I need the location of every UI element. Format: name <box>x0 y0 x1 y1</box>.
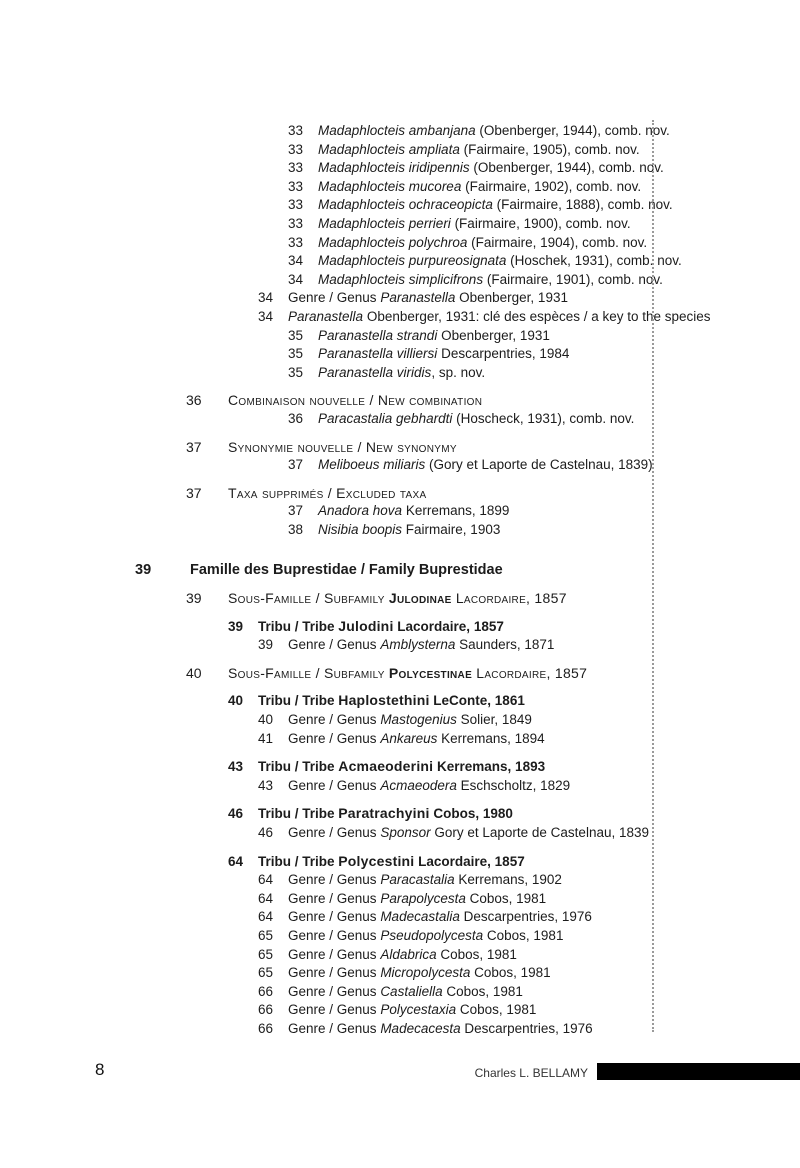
toc-entry <box>0 890 655 909</box>
toc-entry-page-number: 40 <box>258 712 274 728</box>
toc-entry-text: Genre / Genus Acmaeodera Eschscholtz, 1829 <box>288 777 571 793</box>
toc-entry-text: Paranastella viridis, sp. nov. <box>318 364 486 380</box>
toc-entry <box>0 1020 655 1039</box>
page-number: 8 <box>95 1060 105 1079</box>
toc-entry-page-number: 34 <box>258 308 274 324</box>
toc-entry-text: Combinaison nouvelle / New combination <box>228 392 483 409</box>
toc-entry-page-number: 65 <box>258 927 274 943</box>
toc-entry-text: Synonymie nouvelle / New synonymy <box>228 438 457 455</box>
toc-entry-page-number: 64 <box>258 890 274 906</box>
toc-entry-page-number: 35 <box>288 346 304 362</box>
toc-entry-page-number: 40 <box>186 664 202 681</box>
toc-entry-page-number: 40 <box>228 693 244 709</box>
toc-entry-page-number: 37 <box>288 457 304 473</box>
toc-entry-text: Taxa supprimés / Excluded taxa <box>228 484 427 501</box>
toc-entry <box>0 456 655 475</box>
toc-entry-page-number: 65 <box>258 965 274 981</box>
toc-entry-text: Genre / Genus Aldabrica Cobos, 1981 <box>288 946 517 962</box>
toc-entry-page-number: 33 <box>288 123 304 138</box>
toc-entry <box>0 871 655 890</box>
toc-entry-page-number: 64 <box>258 909 274 925</box>
toc-entry-page-number: 46 <box>228 806 244 822</box>
toc-entry-text: Tribu / Tribe Acmaeoderini Kerremans, 1893 <box>258 758 546 775</box>
toc-entry-text: Paracastalia gebhardti (Hoscheck, 1931), comb. nov. <box>318 410 635 426</box>
toc-entry-text: Genre / Genus Parapolycesta Cobos, 1981 <box>288 890 547 906</box>
toc-entry <box>0 777 655 796</box>
toc-entry-text: Genre / Genus Paracastalia Kerremans, 1902 <box>288 872 562 888</box>
toc <box>0 122 711 1039</box>
toc-entry <box>0 484 655 503</box>
toc-entry-page-number: 39 <box>228 618 244 634</box>
toc-entry-page-number: 35 <box>288 364 304 380</box>
toc-entry-page-number: 66 <box>258 1020 274 1036</box>
toc-entry <box>0 691 655 711</box>
toc-entry <box>0 234 655 253</box>
toc-entry <box>0 561 655 580</box>
toc-entry <box>0 964 655 983</box>
toc-entry-page-number: 36 <box>186 392 202 409</box>
toc-entry <box>0 141 655 160</box>
toc-entry <box>0 636 655 655</box>
toc-entry <box>0 122 670 141</box>
dotted-divider <box>652 120 654 1032</box>
toc-entry <box>0 215 655 234</box>
toc-entry-text: Madaphlocteis purpureosignata (Hoschek, 1931), comb. nov. <box>318 253 682 269</box>
toc-entry <box>0 927 655 946</box>
toc-entry-page-number: 33 <box>288 160 304 176</box>
toc-entry <box>0 757 655 777</box>
toc-entry-text: Genre / Genus Ankareus Kerremans, 1894 <box>288 730 545 746</box>
toc-entry <box>0 289 655 308</box>
toc-entry-page-number: 66 <box>258 983 274 999</box>
toc-entry-text: Tribu / Tribe Polycestini Lacordaire, 1857 <box>258 852 525 869</box>
toc-entry-text: Madaphlocteis ampliata (Fairmaire, 1905), comb. nov. <box>318 141 640 157</box>
toc-entry-text: Genre / Genus Amblysterna Saunders, 1871 <box>288 637 555 653</box>
toc-entry-page-number: 33 <box>288 141 304 157</box>
toc-entry-page-number: 33 <box>288 197 304 213</box>
toc-entry-page-number: 39 <box>258 637 274 653</box>
toc-entry-page-number: 65 <box>258 946 274 962</box>
toc-entry-text: Meliboeus miliaris (Gory et Laporte de Castelnau, 1839) <box>318 457 653 473</box>
toc-entry-page-number: 33 <box>288 234 304 250</box>
toc-entry-text: Madaphlocteis mucorea (Fairmaire, 1902), comb. nov. <box>318 178 642 194</box>
toc-entry-text: Genre / Genus Pseudopolycesta Cobos, 1981 <box>288 927 564 943</box>
toc-entry <box>0 983 655 1002</box>
toc-entry <box>0 946 655 965</box>
toc-entry-text: Genre / Genus Polycestaxia Cobos, 1981 <box>288 1002 537 1018</box>
toc-entry-page-number: 41 <box>258 730 274 746</box>
toc-entry <box>0 1001 655 1020</box>
toc-entry <box>0 730 655 749</box>
toc-entry <box>0 824 655 843</box>
toc-entry-text: Madaphlocteis perrieri (Fairmaire, 1900), comb. nov. <box>318 215 631 231</box>
footer-author: Charles L. BELLAMY <box>474 1066 588 1080</box>
toc-entry-page-number: 43 <box>258 777 274 793</box>
toc-entry-page-number: 34 <box>288 271 304 287</box>
toc-entry <box>0 196 673 215</box>
toc-entry-text: Genre / Genus Mastogenius Solier, 1849 <box>288 712 532 728</box>
toc-entry-page-number: 64 <box>228 853 244 869</box>
toc-entry-text: Madaphlocteis simplicifrons (Fairmaire, 1901), comb. nov. <box>318 271 663 287</box>
toc-entry-page-number: 35 <box>288 327 304 343</box>
toc-entry-page-number: 39 <box>135 562 152 579</box>
toc-entry-text: Genre / Genus Micropolycesta Cobos, 1981 <box>288 965 551 981</box>
toc-entry-text: Madaphlocteis ambanjana (Obenberger, 1944), comb. nov. <box>318 123 670 138</box>
toc-entry <box>0 391 655 410</box>
toc-entry-page-number: 34 <box>258 290 274 306</box>
toc-entry-text: Tribu / Tribe Paratrachyini Cobos, 1980 <box>258 805 513 822</box>
toc-entry-text: Madaphlocteis polychroa (Fairmaire, 1904), comb. nov. <box>318 234 648 250</box>
toc-entry-page-number: 66 <box>258 1002 274 1018</box>
toc-entry-page-number: 37 <box>186 438 202 455</box>
toc-entry-text: Genre / Genus Madecastalia Descarpentries, 1976 <box>288 909 592 925</box>
toc-entry-text: Tribu / Tribe Julodini Lacordaire, 1857 <box>258 617 504 634</box>
toc-entry <box>0 178 655 197</box>
toc-entry-page-number: 64 <box>258 872 274 888</box>
toc-entry-text: Madaphlocteis iridipennis (Obenberger, 1944), comb. nov. <box>318 160 664 176</box>
toc-entry <box>0 410 655 429</box>
toc-entry <box>0 852 655 872</box>
toc-entry-text: Nisibia boopis Fairmaire, 1903 <box>318 521 501 537</box>
toc-entry-page-number: 37 <box>288 503 304 519</box>
toc-entry <box>0 664 655 683</box>
toc-entry-text: Paranastella villiersi Descarpentries, 1984 <box>318 346 570 362</box>
toc-entry-page-number: 33 <box>288 178 304 194</box>
toc-entry-text: Madaphlocteis ochraceopicta (Fairmaire, 1888), comb. nov. <box>318 197 673 213</box>
toc-entry <box>0 521 655 540</box>
toc-entry-page-number: 36 <box>288 410 304 426</box>
toc-entry <box>0 617 655 637</box>
toc-entry-page-number: 34 <box>288 253 304 269</box>
toc-entry <box>0 804 655 824</box>
toc-entry-page-number: 37 <box>186 484 202 501</box>
toc-entry-page-number: 33 <box>288 215 304 231</box>
toc-entry <box>0 308 711 327</box>
toc-entry-text: Paranastella Obenberger, 1931: clé des espèces / a key to the species <box>288 308 711 324</box>
toc-entry <box>0 438 655 457</box>
toc-entry <box>0 271 663 290</box>
toc-entry-text: Genre / Genus Castaliella Cobos, 1981 <box>288 983 523 999</box>
toc-entry-text: Genre / Genus Madecacesta Descarpentries, 1976 <box>288 1020 593 1036</box>
toc-entry-text: Sous-Famille / Subfamily Polycestinae Lacordaire, 1857 <box>228 664 588 681</box>
toc-entry-text: Anadora hova Kerremans, 1899 <box>318 503 510 519</box>
toc-entry-page-number: 38 <box>288 521 304 537</box>
toc-entry <box>0 345 655 364</box>
toc-entry-page-number: 39 <box>186 590 202 607</box>
toc-entry <box>0 364 655 383</box>
toc-entry-page-number: 43 <box>228 759 244 775</box>
toc-entry-text: Genre / Genus Paranastella Obenberger, 1931 <box>288 290 568 306</box>
toc-entry-text: Genre / Genus Sponsor Gory et Laporte de Castelnau, 1839 <box>288 825 650 840</box>
toc-entry <box>0 502 655 521</box>
toc-entry <box>0 589 655 608</box>
toc-entry-page-number: 46 <box>258 825 274 840</box>
toc-entry <box>0 252 682 271</box>
toc-entry-text: Sous-Famille / Subfamily Julodinae Lacordaire, 1857 <box>228 590 567 607</box>
toc-entry-text: Tribu / Tribe Haplostethini LeConte, 1861 <box>258 692 525 709</box>
toc-entry-text: Paranastella strandi Obenberger, 1931 <box>318 327 550 343</box>
toc-entry <box>0 711 655 730</box>
footer-bar <box>597 1063 800 1080</box>
toc-entry <box>0 908 655 927</box>
toc-entry <box>0 327 655 346</box>
toc-entry <box>0 159 664 178</box>
toc-entry-text: Famille des Buprestidae / Family Buprestidae <box>190 562 503 579</box>
